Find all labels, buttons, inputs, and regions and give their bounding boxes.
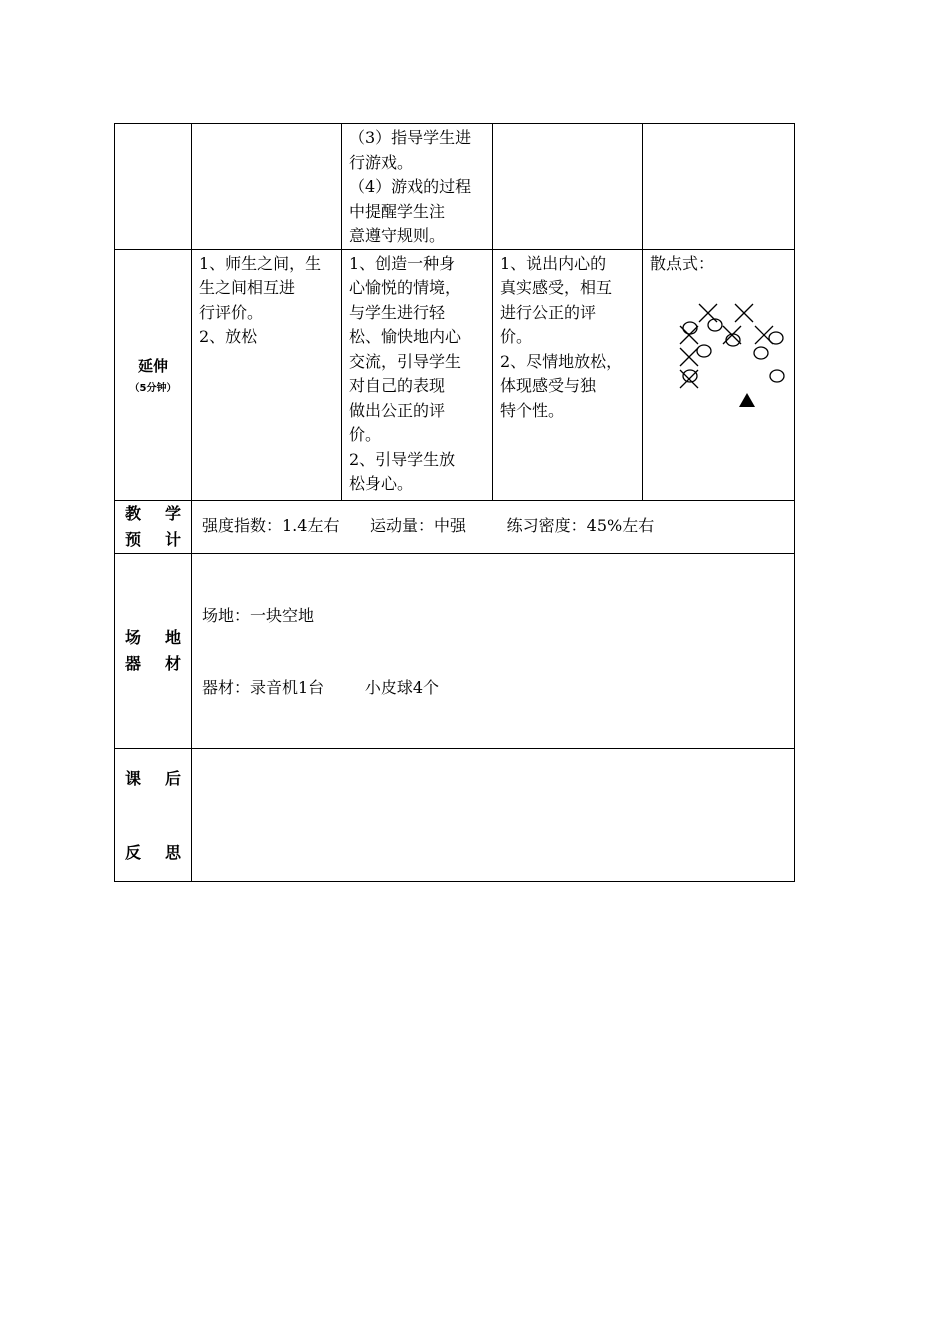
text-line: 意遵守规则。 [349, 226, 446, 245]
text-line: （3）指导学生进 [349, 128, 472, 147]
row-venue [115, 553, 795, 748]
text-line: 1、创造一种身 [349, 253, 456, 273]
row-reflection [115, 748, 795, 881]
text-line: 交流，引导学生 [349, 351, 462, 371]
row-extension-teacher-cell [342, 249, 493, 500]
text-line: 行游戏。 [349, 152, 414, 172]
label-char: 计 [164, 529, 181, 549]
forecast-text: 强度指数：1.4左右 运动量：中强 练习密度：45%左右 [202, 515, 655, 535]
text-line: 松、愉快地内心 [349, 327, 462, 346]
triangle-icon [739, 393, 755, 407]
row-forecast-value-cell [192, 500, 795, 553]
text-line: 1、说出内心的 [500, 253, 607, 273]
row-reflection-value-cell [192, 748, 795, 881]
row-game [115, 124, 795, 250]
text-line: 体现感受与独 [500, 376, 597, 395]
label-char: 反 [125, 842, 142, 862]
text-line: 对自己的表现 [349, 376, 446, 395]
circle-icon [770, 370, 784, 382]
venue-text: 场地：一块空地 [202, 605, 315, 625]
label-char: 场 [125, 627, 142, 647]
label-char: 教 [125, 503, 142, 523]
row-game-method-cell [342, 124, 493, 250]
lesson-plan-table [114, 123, 795, 882]
row-forecast [115, 500, 795, 553]
formation-title: 散点式： [650, 253, 715, 273]
row-extension-content-cell [192, 249, 342, 500]
text-line: 2、放松 [199, 327, 258, 346]
label-char: 课 [125, 768, 142, 788]
label-char: 材 [164, 653, 181, 673]
formation-diagram [643, 250, 793, 500]
text-line: 1、师生之间，生 [199, 253, 322, 273]
row-extension [115, 249, 795, 500]
row-venue-value-cell [192, 553, 795, 748]
row-game-student-cell [493, 124, 643, 250]
section-duration: （5分钟） [129, 382, 177, 394]
row-game-formation-cell [643, 124, 795, 250]
label-char: 学 [164, 503, 181, 523]
text-line: 特个性。 [500, 400, 565, 420]
cross-icon [735, 304, 753, 322]
text-line: 2、引导学生放 [349, 449, 456, 469]
text-line: 真实感受，相互 [500, 278, 613, 297]
row-extension-student-cell [493, 249, 643, 500]
circle-icon [754, 347, 768, 359]
label-char: 预 [125, 529, 142, 549]
row-extension-label-cell [115, 249, 192, 500]
text-line: （4）游戏的过程 [349, 177, 472, 196]
circle-icon [697, 345, 711, 357]
text-line: 生之间相互进 [199, 278, 296, 297]
text-line: 心愉悦的情境， [349, 278, 462, 297]
text-line: 中提醒学生注 [349, 201, 446, 221]
label-char: 器 [125, 653, 142, 673]
label-char: 后 [164, 768, 181, 788]
text-line: 与学生进行轻 [349, 302, 446, 322]
circle-icon [683, 322, 697, 334]
text-line: 价。 [349, 425, 382, 444]
text-line: 价。 [500, 327, 533, 346]
section-label: 延伸 [137, 356, 168, 375]
text-line: 松身心。 [349, 474, 414, 493]
row-venue-label-cell [115, 553, 192, 748]
text-line: 做出公正的评 [349, 400, 446, 420]
row-extension-formation-cell [643, 249, 795, 500]
row-game-label-cell [115, 124, 192, 250]
cross-icon [680, 348, 698, 366]
row-forecast-label-cell [115, 500, 192, 553]
circle-icon [769, 332, 783, 344]
text-line: 行评价。 [199, 302, 264, 322]
label-char: 思 [164, 842, 181, 862]
equipment-text: 器材：录音机1台 小皮球4个 [202, 677, 440, 697]
row-game-content-cell [192, 124, 342, 250]
label-char: 地 [164, 627, 181, 647]
row-reflection-label-cell [115, 748, 192, 881]
text-line: 2、尽情地放松， [500, 351, 623, 371]
text-line: 进行公正的评 [500, 302, 597, 322]
